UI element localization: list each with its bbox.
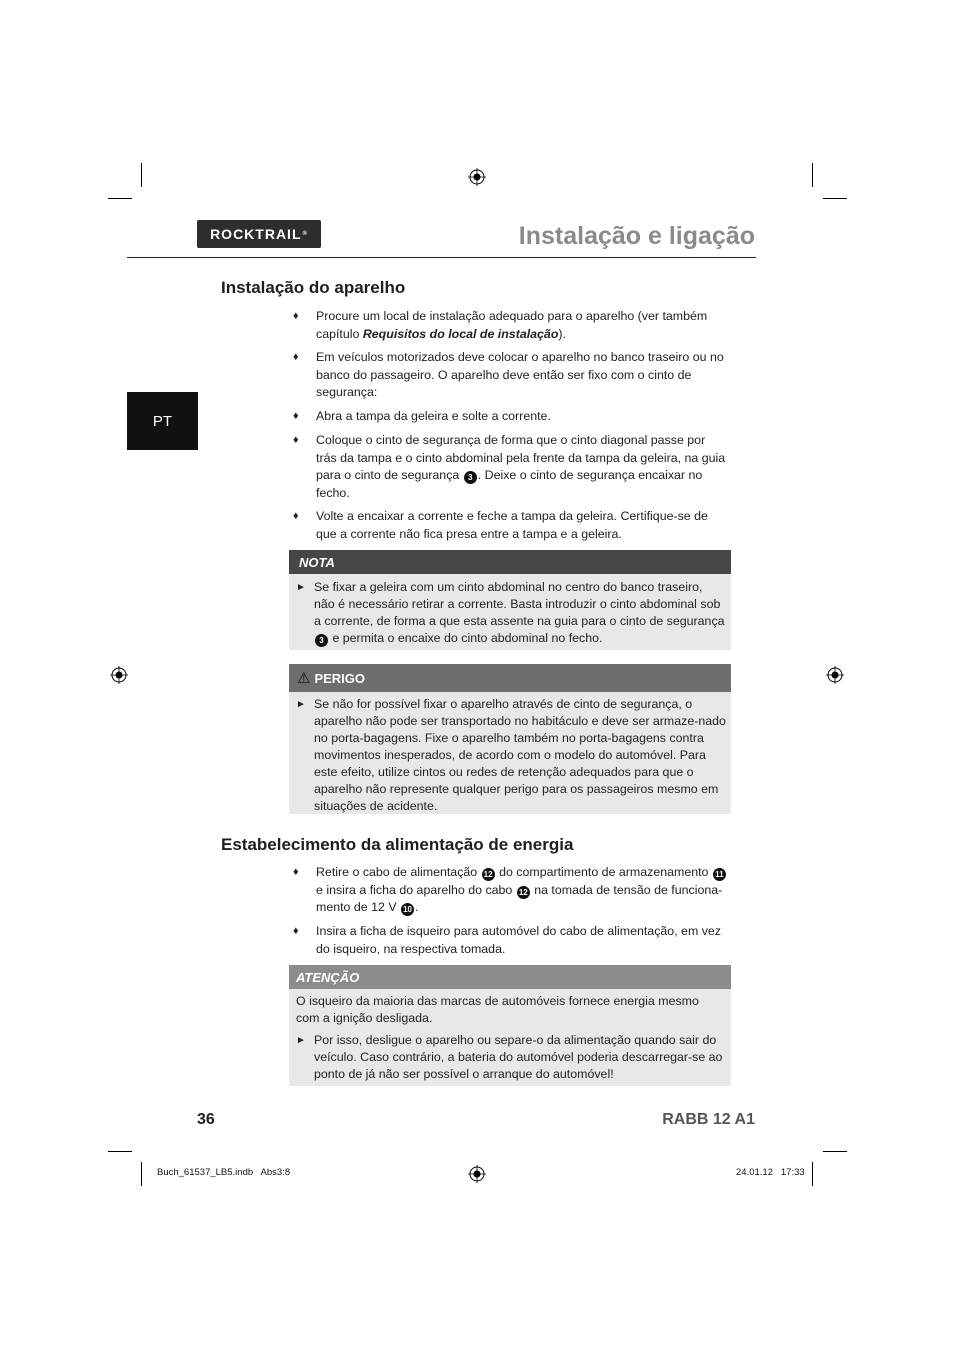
danger-box-header [289, 664, 731, 692]
diamond-bullet-icon: ♦ [293, 866, 299, 878]
registration-mark-icon [826, 666, 844, 684]
part-number-badge: 3 [464, 471, 477, 484]
page-title: Instalação e ligação [518, 222, 755, 250]
attention-box-header [289, 965, 731, 989]
diamond-bullet-icon: ♦ [293, 434, 299, 446]
part-number-badge: 11 [713, 868, 726, 881]
part-number-badge: 3 [315, 634, 328, 647]
list-item-text: Retire o cabo de alimentação 12 do compartimento de armazenamento 11 e insira a ficha do aparelho do cabo 12 na tomada de tensão de funciona-mento de 12 V 10 . [316, 864, 732, 917]
arrow-bullet-icon: ► [296, 699, 306, 710]
list-item-text: Procure um local de instalação adequado para o aparelho (ver também capítulo Requisitos do local de instalação). [316, 309, 708, 341]
note-box-header [289, 550, 731, 574]
diamond-bullet-icon: ♦ [293, 925, 299, 937]
list-item-text: Em veículos motorizados deve colocar o aparelho no banco traseiro ou no banco do passageiro. O aparelho deve então ser fixo com o cinto de segurança: [316, 350, 724, 399]
language-tab: PT [127, 392, 198, 450]
attention-item-text: Por isso, desligue o aparelho ou separe-o da alimentação quando sair do veículo. Caso contrário, a bateria do automóvel poderia descarregar-se ao ponto de já não ser possível o arranque do automóvel! [314, 1033, 723, 1081]
diamond-bullet-icon: ♦ [293, 351, 299, 363]
diamond-bullet-icon: ♦ [293, 310, 299, 322]
chapter-reference: Requisitos do local de instalação [362, 326, 559, 341]
list-item-text: Volte a encaixar a corrente e feche a tampa da geleira. Certifique-se de que a corrente não fica presa entre a tampa e a geleira. [316, 509, 708, 541]
arrow-bullet-icon: ► [296, 1035, 306, 1046]
list-item-text: Abra a tampa da geleira e solte a corrente. [316, 409, 551, 423]
print-datetime: 24.01.12 17:33 [736, 1167, 805, 1178]
note-label: NOTA [299, 554, 335, 570]
part-number-badge: 12 [482, 868, 495, 881]
diamond-bullet-icon: ♦ [293, 510, 299, 522]
model-number: RABB 12 A1 [662, 1111, 755, 1128]
note-item-text: Se fixar a geleira com um cinto abdominal no centro do banco traseiro, não é necessário retirar a corrente. Basta introduzir o cinto abdominal sob a corrente, de forma a que esta assente na guia para o cinto de segurança 3 e permita o encaixe do cinto abdominal no fecho. [314, 580, 725, 645]
registration-mark-icon [468, 168, 486, 186]
logo-text: ROCKTRAIL [210, 226, 302, 242]
list-item-text: Insira a ficha de isqueiro para automóvel do cabo de alimentação, em vez do isqueiro, na respectiva tomada. [316, 924, 721, 956]
warning-triangle-icon: ⚠ [297, 670, 311, 687]
attention-label: ATENÇÃO [296, 969, 360, 985]
logo-registered-mark: ® [302, 231, 308, 237]
attention-intro: O isqueiro da maioria das marcas de automóveis fornece energia mesmo com a ignição desligada. [296, 994, 699, 1025]
part-number-badge: 12 [517, 886, 530, 899]
danger-item-text: Se não for possível fixar o aparelho através de cinto de segurança, o aparelho não pode ser transportado no habitáculo e deve ser armaze-nado no porta-bagagens. Fixe o aparelho também no porta-bagagens contra movimentos inesperados, de acordo com o modelo do automóvel. Para este efeito, utilize cintos ou redes de retenção adequados para que o aparelho não represente qualquer perigo para os passageiros mesmo em situações de acidente. [314, 697, 726, 813]
list-item-text: Coloque o cinto de segurança de forma que o cinto diagonal passe por trás da tampa e o cinto abdominal pela frente da tampa da geleira, na guia para o cinto de segurança 3 . Deixe o cinto de segurança encaixar no fecho. [316, 433, 726, 500]
print-file-info: Buch_61537_LB5.indb Abs3:8 [157, 1167, 291, 1178]
section-heading-installation: Instalação do aparelho [221, 278, 406, 297]
danger-label: PERIGO [314, 670, 366, 686]
registration-mark-icon [110, 666, 128, 684]
part-number-badge: 10 [401, 903, 414, 916]
header-divider [127, 257, 756, 258]
registration-mark-icon [468, 1165, 486, 1183]
section-heading-power-supply: Estabelecimento da alimentação de energia [221, 835, 574, 854]
diamond-bullet-icon: ♦ [293, 410, 299, 422]
page-number: 36 [197, 1111, 215, 1128]
brand-logo [197, 220, 321, 248]
arrow-bullet-icon: ► [296, 582, 306, 593]
